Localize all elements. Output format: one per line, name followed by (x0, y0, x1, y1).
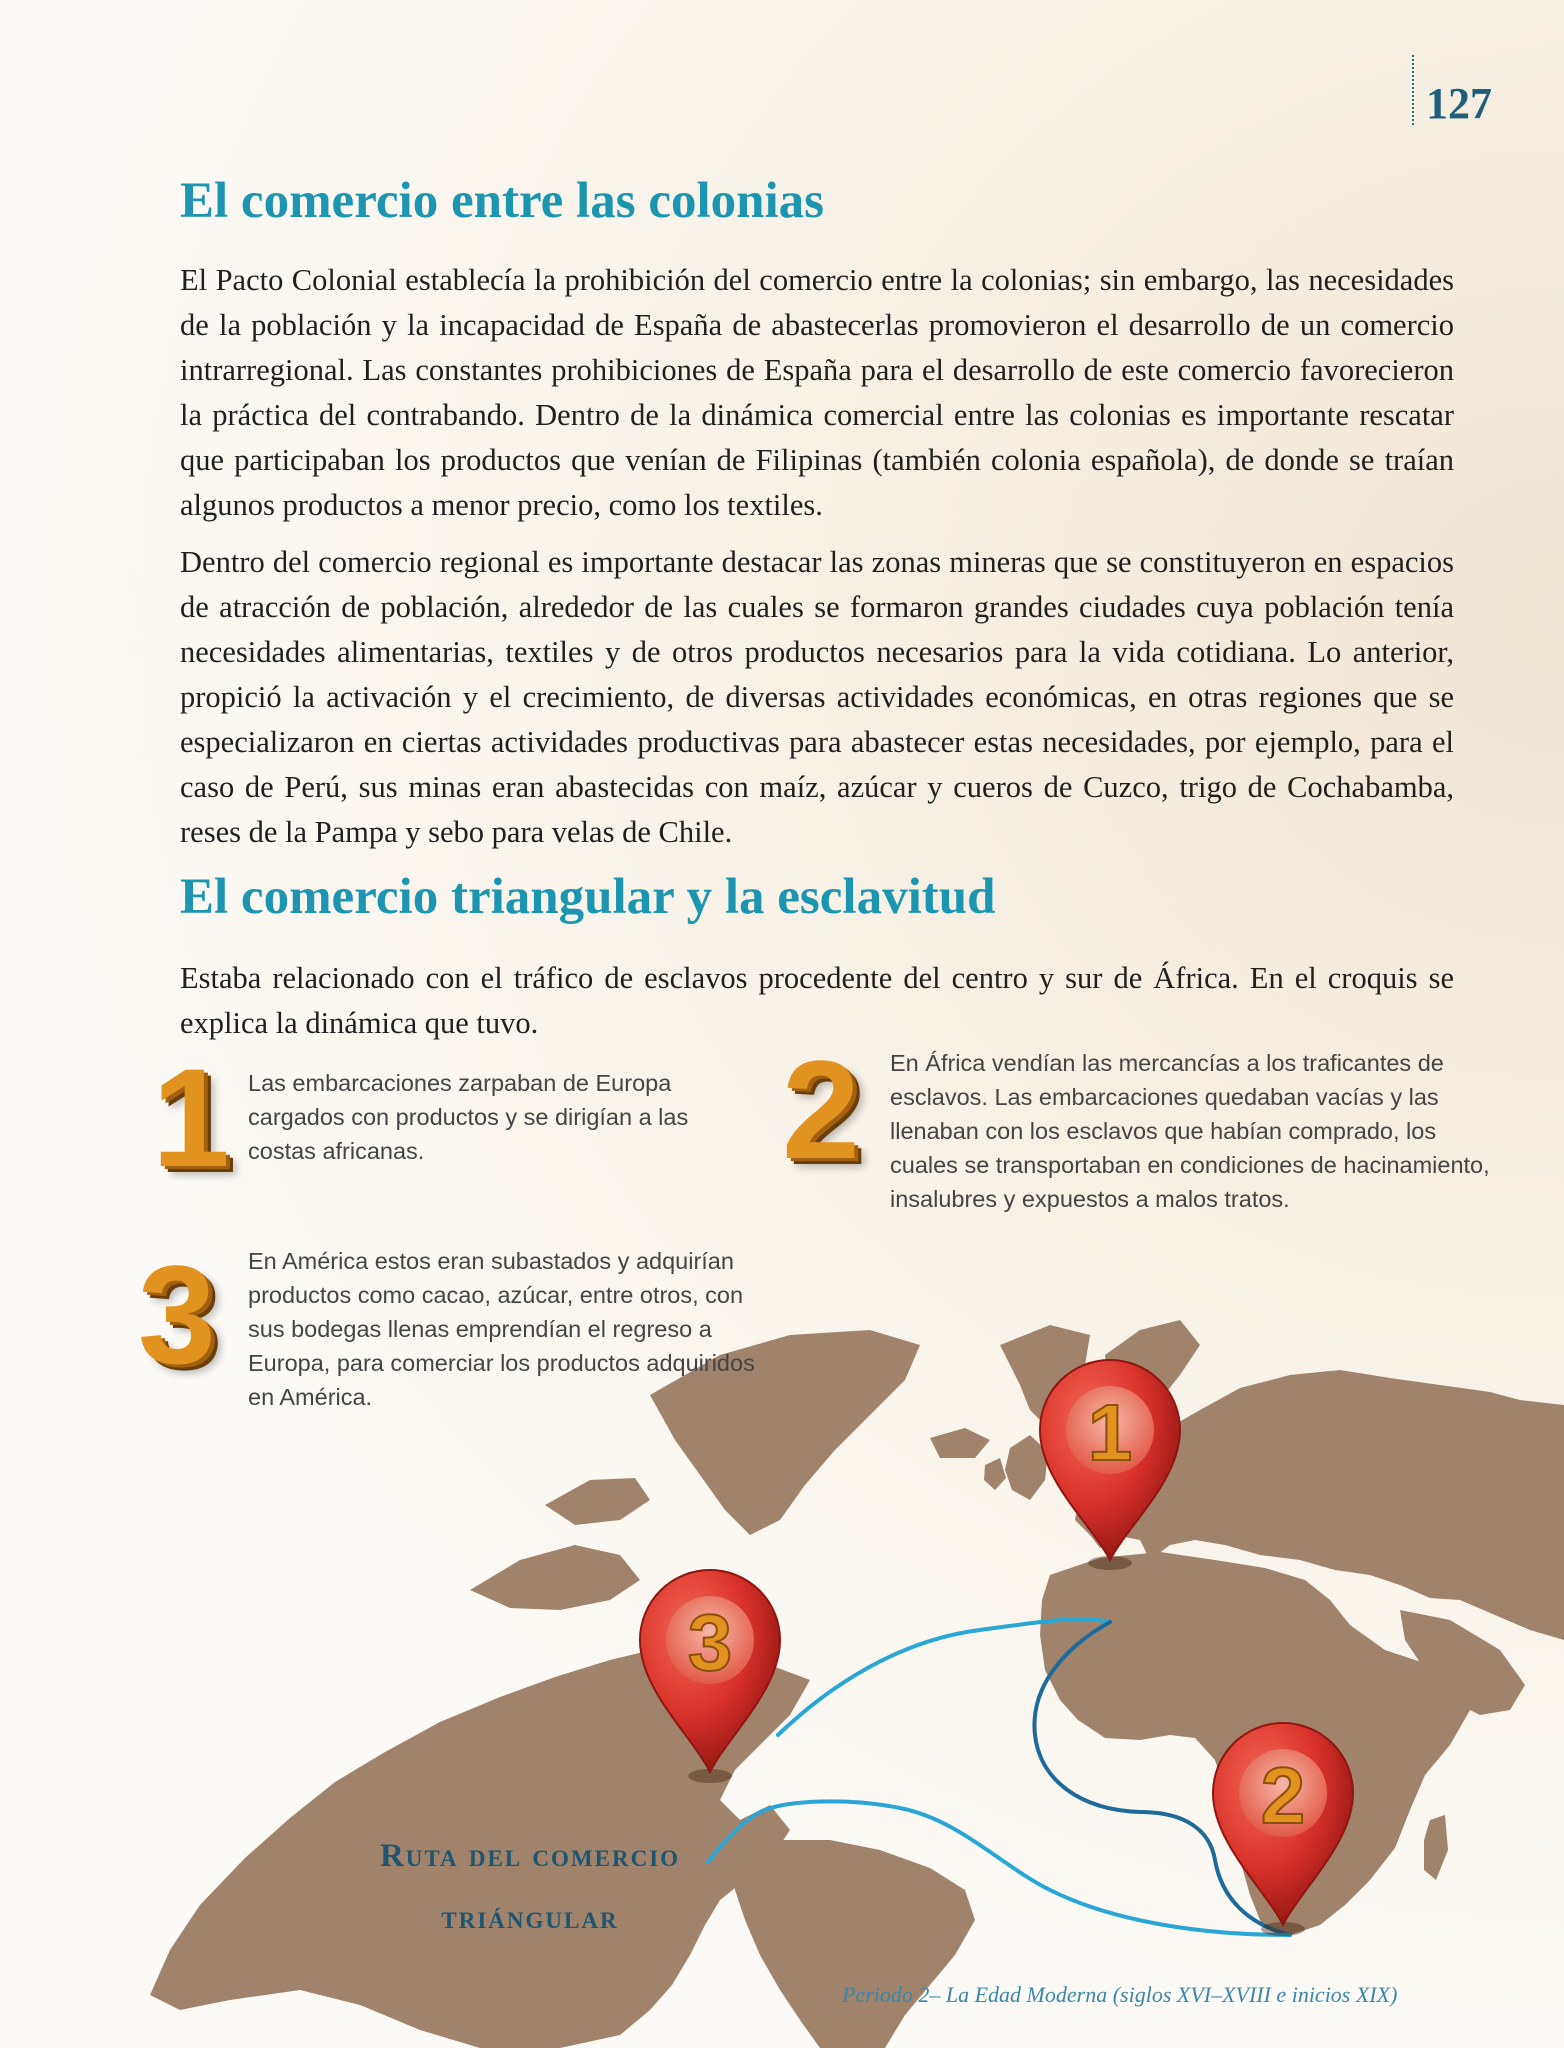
arctic-islands (470, 1545, 640, 1610)
continents (150, 1320, 1564, 2048)
map-pin-label: 1 (1087, 1388, 1133, 1477)
section-title-triangular: El comercio triangular y la esclavitud (180, 869, 996, 925)
footer-period-label: Periodo 2– La Edad Moderna (siglos XVI–XVIII e inicios XIX) (842, 1982, 1398, 2007)
paragraph-pacto-colonial: El Pacto Colonial establecía la prohibición del comercio entre la colonias; sin embargo, las necesidades de la población y la incapacidad de España de abastecerlas promovieron el desarrollo de un comercio intrarregional. Las constantes prohibiciones de España para el desarrollo de este comercio favorecieron la práctica del contrabando. Dentro de la dinámica comercial entre las colonias es importante rescatar que participaban los productos que venían de Filipinas (también colonia española), de donde se traían algunos productos a menor precio, como los textiles. (180, 263, 1454, 522)
map-title-line1: Ruta del comercio (379, 1838, 681, 1874)
madagascar (1424, 1815, 1448, 1880)
page-number: 127 (1426, 79, 1492, 128)
iceland (930, 1428, 990, 1458)
arctic-islands (545, 1478, 650, 1525)
south-america-landmass (735, 1840, 975, 2048)
step-number-1: 1 (152, 1039, 230, 1196)
map-pin-label: 3 (687, 1598, 733, 1687)
step-text-3: En América estos eran subastados y adquirían productos como cacao, azúcar, entre otros, con sus bodegas llenas emprendían el regreso a Europa, para comerciar los productos adquiridos en América. (248, 1248, 755, 1410)
step-text-2: En África vendían las mercancías a los traficantes de esclavos. Las embarcaciones quedaban vacías y las llenaban con los esclavos que habían comprado, los cuales se transportaban en condiciones de hacinamiento, insalubres y expuestos a malos tratos. (890, 1050, 1490, 1212)
step-number-2: 2 (782, 1031, 860, 1188)
paragraph-zonas-mineras: Dentro del comercio regional es importante destacar las zonas mineras que se constituyeron en espacios de atracción de población, alrededor de las cuales se formaron grandes ciudades cuya población tenía necesidades alimentarias, textiles y de otros productos necesarios para la vida cotidiana. Lo anterior, propició la activación y el crecimiento, de diversas actividades económicas, en otras regiones que se especializaron en ciertas actividades productivas para abastecer estas necesidades, por ejemplo, para el caso de Perú, sus minas eran abastecidas con maíz, azúcar y cueros de Cuzco, trigo de Cochabamba, reses de la Pampa y sebo para velas de Chile. (180, 545, 1454, 849)
step-text-1: Las embarcaciones zarpaban de Europa cargados con productos y se dirigían a las costas africanas. (248, 1070, 689, 1164)
map-pin-label: 2 (1260, 1751, 1306, 1840)
step-number-3: 3 (138, 1236, 216, 1393)
section-title-colonias: El comercio entre las colonias (180, 173, 824, 229)
map-title-line2: triángular (441, 1900, 619, 1936)
paragraph-trafico-esclavos: Estaba relacionado con el tráfico de esclavos procedente del centro y sur de África. En el croquis se explica la dinámica que tuvo. (180, 961, 1454, 1040)
ireland (984, 1458, 1006, 1490)
